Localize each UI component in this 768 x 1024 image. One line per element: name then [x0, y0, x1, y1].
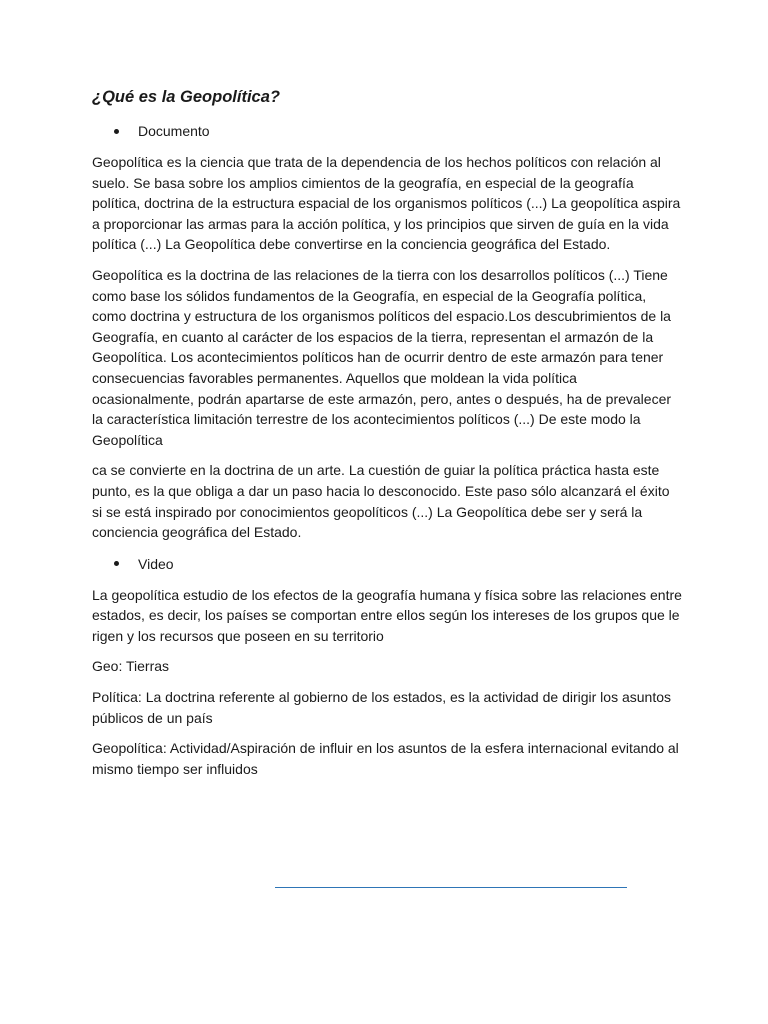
horizontal-divider: [275, 887, 627, 888]
bullet-documento: [114, 120, 682, 142]
paragraph-documento-3: ca se convierte en la doctrina de un arte. La cuestión de guiar la política práctica hasta este punto, es la que obliga a dar un paso hacia lo desconocido. Este paso sólo alcanzará el éxito si se está inspirado por conocimientos geopolíticos (...) La Geopolítica debe ser y será la conciencia geográfica del Estado.: [92, 462, 670, 541]
document-body: [92, 86, 682, 789]
paragraph-documento-1: Geopolítica es la ciencia que trata de la dependencia de los hechos políticos con relación al suelo. Se basa sobre los amplios cimientos de la geografía, en especial de la geografía política, doctrina de la estructura espacial de los organismos políticos (...) La geopolítica aspira a proporcionar las armas para la acción política, y los principios que sirven de guía en la vida política (...) La Geopolítica debe convertirse en la conciencia geográfica del Estado.: [92, 154, 681, 253]
paragraph-video-1: La geopolítica estudio de los efectos de la geografía humana y física sobre las relaciones entre estados, es decir, los países se comportan entre ellos según los intereses de los grupos que le rigen y los recursos que poseen en su territorio: [92, 586, 682, 644]
bullet-video-label: Video: [138, 555, 174, 572]
paragraph-geopolitica: Geopolítica: Actividad/Aspiración de influir en los asuntos de la esfera internacional evitando al mismo tiempo ser influidos: [92, 740, 679, 777]
paragraph-geo: Geo: Tierras: [92, 658, 170, 675]
document-title: ¿Qué es la Geopolítica?: [92, 88, 280, 106]
bullet-dot-icon: [114, 561, 119, 566]
bullet-dot-icon: [114, 129, 119, 134]
bullet-documento-label: Documento: [138, 123, 210, 139]
paragraph-documento-2: Geopolítica es la doctrina de las relaciones de la tierra con los desarrollos políticos (...) Tiene como base los sólidos fundamentos de la Geografía, en especial de la Geografía política, como doctrina y estructura de los organismos políticos del espacio.Los descubrimientos de la Geografía, en cuanto al carácter de los espacios de la tierra, representan el armazón de la Geopolítica. Los acontecimientos políticos han de ocurrir dentro de este armazón para tener consecuencias favorables permanentes. Aquellos que moldean la vida política ocasionalmente, podrán apartarse de este armazón, pero, antes o después, ha de prevalecer la característica limitación terrestre de los acontecimientos políticos (...) De este modo la Geopolítica: [92, 266, 672, 448]
bullet-video: [114, 553, 682, 575]
paragraph-politica: Política: La doctrina referente al gobierno de los estados, es la actividad de dirigir los asuntos públicos de un país: [92, 689, 672, 726]
